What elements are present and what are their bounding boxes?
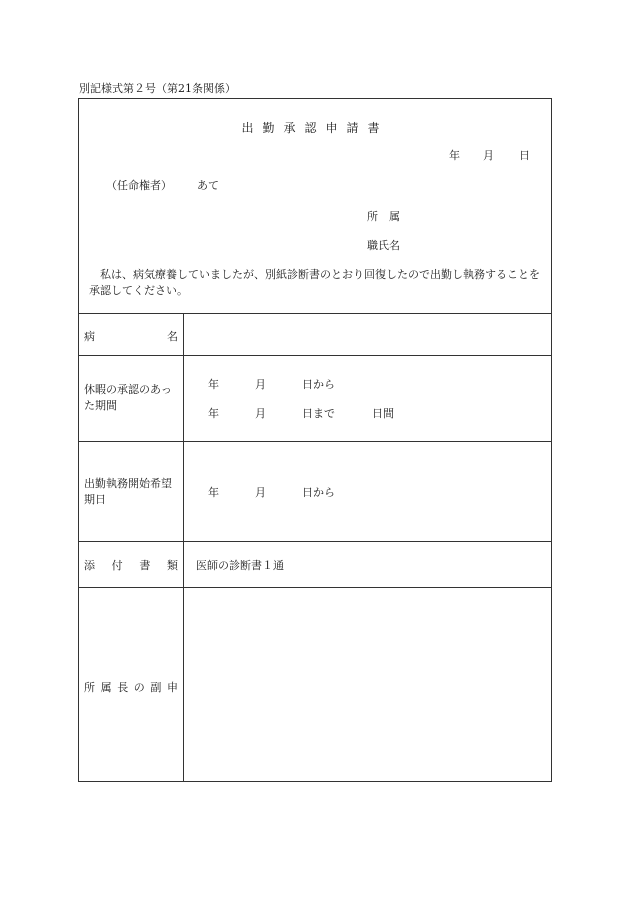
start-month: 月 <box>255 486 266 499</box>
opinion-label-char: 副 <box>150 681 162 694</box>
illness-label-char: 病 <box>84 330 95 343</box>
date-day: 日 <box>519 149 530 162</box>
row-divider <box>79 313 551 314</box>
request-statement: 私は、病気療養していましたが、別紙診断書のとおり回復したので出勤し執務することを承認してください。 <box>89 268 540 297</box>
row-divider <box>79 541 551 542</box>
addressee-label: あて <box>197 179 219 192</box>
start-year: 年 <box>208 486 219 499</box>
opinion-label-char: 属 <box>100 681 112 694</box>
date-year: 年 <box>449 149 460 162</box>
leave-to-year: 年 <box>208 407 219 420</box>
row-divider <box>79 587 551 588</box>
illness-label-char: 名 <box>167 330 178 343</box>
form-title: 出勤承認申請書 <box>241 121 389 135</box>
leave-from-year: 年 <box>208 378 219 391</box>
application-form <box>78 98 552 782</box>
opinion-label-char: 長 <box>117 681 129 694</box>
row-divider <box>79 441 551 442</box>
leave-from-month: 月 <box>255 378 266 391</box>
leave-period-label: 休暇の承認のあった期間 <box>84 383 172 412</box>
column-divider <box>183 313 184 781</box>
leave-to-day: 日まで <box>302 407 335 420</box>
attachment-label <box>84 557 178 573</box>
opinion-label-char: 申 <box>166 681 178 694</box>
leave-days: 日間 <box>372 407 394 420</box>
attachment-label-char: 付 <box>111 559 123 572</box>
start-date-label: 出勤執務開始希望期日 <box>84 477 172 506</box>
date-month: 月 <box>483 149 494 162</box>
leave-from-day: 日から <box>302 378 335 391</box>
start-day: 日から <box>302 486 335 499</box>
opinion-label-char: の <box>133 681 145 694</box>
attachment-label-char: 添 <box>84 559 95 572</box>
attachment-value: 医師の診断書１通 <box>196 559 284 572</box>
leave-to-month: 月 <box>255 407 266 420</box>
affiliation-label: 所 属 <box>367 210 400 223</box>
opinion-label-char: 所 <box>84 681 95 694</box>
attachment-label-char: 書 <box>139 559 151 572</box>
opinion-label <box>84 679 178 695</box>
appointer-label: （任命権者） <box>106 179 172 192</box>
attachment-label-char: 類 <box>166 559 178 572</box>
form-reference: 別記様式第２号（第21条関係） <box>79 82 236 95</box>
row-divider <box>79 355 551 356</box>
name-label: 職氏名 <box>367 239 400 252</box>
